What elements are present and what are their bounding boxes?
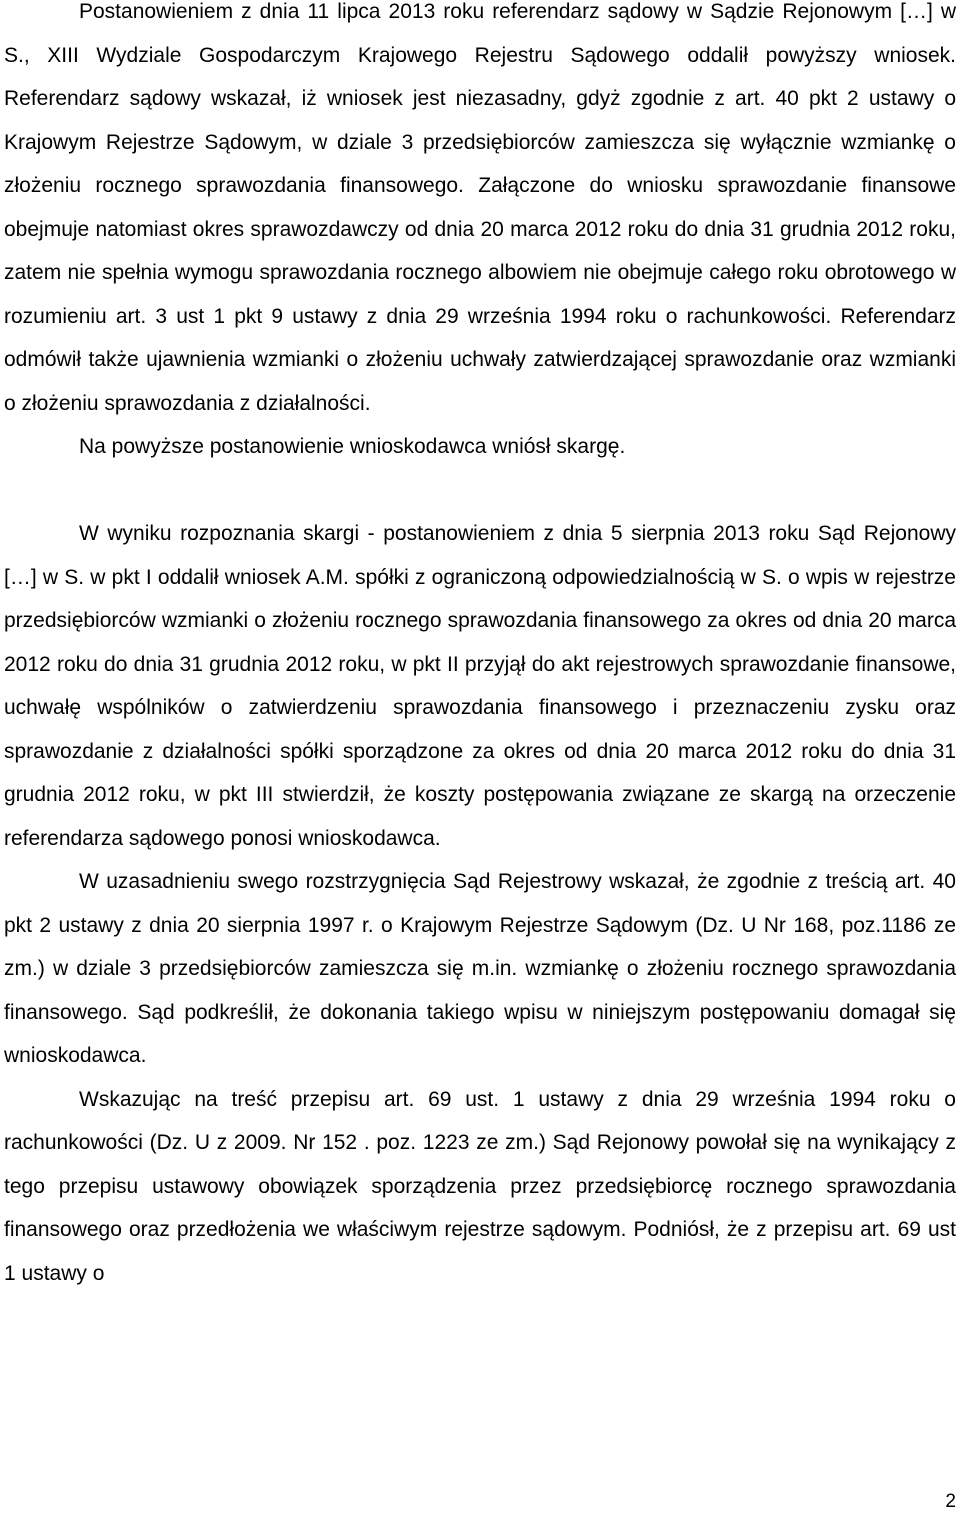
paragraph-court-ruling: W wyniku rozpoznania skargi - postanowieniem z dnia 5 sierpnia 2013 roku Sąd Rejonowy […] w S. w pkt I oddalił wniosek A.M. spółki z ograniczoną odpowiedzialnością w S. o wpis w rejestrze przedsiębiorców wzmianki o złożeniu rocznego sprawozdania finansowego za okres od dnia 20 marca 2012 roku do dnia 31 grudnia 2012 roku, w pkt II przyjął do akt rejestrowych sprawozdanie finansowe, uchwałę wspólników o zatwierdzeniu sprawozdania finansowego i przeznaczeniu zysku oraz sprawozdanie z działalności spółki sporządzone za okres od dnia 20 marca 2012 roku do dnia 31 grudnia 2012 roku, w pkt III stwierdził, że koszty postępowania związane ze skargą na orzeczenie referendarza sądowego ponosi wnioskodawca. [4, 522, 956, 850]
paragraph-complaint: Na powyższe postanowienie wnioskodawca wniósł skargę. [79, 435, 626, 458]
document-page [4, 0, 956, 1295]
paragraph-justification: W uzasadnieniu swego rozstrzygnięcia Sąd Rejestrowy wskazał, że zgodnie z treścią art. 40 pkt 2 ustawy z dnia 20 sierpnia 1997 r. o Krajowym Rejestrze Sądowym (Dz. U Nr 168, poz.1186 ze zm.) w dziale 3 przedsiębiorców zamieszcza się m.in. wzmiankę o złożeniu rocznego sprawozdania finansowego. Sąd podkreślił, że dokonania takiego wpisu w niniejszym postępowaniu domagał się wnioskodawca. [4, 870, 956, 1067]
paragraph-accounting-act: Wskazując na treść przepisu art. 69 ust. 1 ustawy z dnia 29 września 1994 roku o rachunkowości (Dz. U z 2009. Nr 152 . poz. 1223 ze zm.) Sąd Rejonowy powołał się na wynikający z tego przepisu ustawowy obowiązek sporządzenia przez przedsiębiorcę rocznego sprawozdania finansowego oraz przedłożenia we właściwym rejestrze sądowym. Podniósł, że z przepisu art. 69 ust 1 ustawy o [4, 1087, 956, 1285]
page-number: 2 [945, 1491, 956, 1512]
paragraph-referendarz-decision: Postanowieniem z dnia 11 lipca 2013 roku referendarz sądowy w Sądzie Rejonowym […] w S., XIII Wydziale Gospodarczym Krajowego Rejestru Sądowego oddalił powyższy wniosek. Referendarz sądowy wskazał, iż wniosek jest niezasadny, gdyż zgodnie z art. 40 pkt 2 ustawy o Krajowym Rejestrze Sądowym, w dziale 3 przedsiębiorców zamieszcza się wyłącznie wzmiankę o złożeniu rocznego sprawozdania finansowego. Załączone do wniosku sprawozdanie finansowe obejmuje natomiast okres sprawozdawczy od dnia 20 marca 2012 roku do dnia 31 grudnia 2012 roku, zatem nie spełnia wymogu sprawozdania rocznego albowiem nie obejmuje całego roku obrotowego w rozumieniu art. 3 ust 1 pkt 9 ustawy z dnia 29 września 1994 roku o rachunkowości. Referendarz odmówił także ujawnienia wzmianki o złożeniu uchwały zatwierdzającej sprawozdanie oraz wzmianki o złożeniu sprawozdania z działalności. [4, 0, 956, 415]
paragraph-spacer [4, 469, 956, 513]
